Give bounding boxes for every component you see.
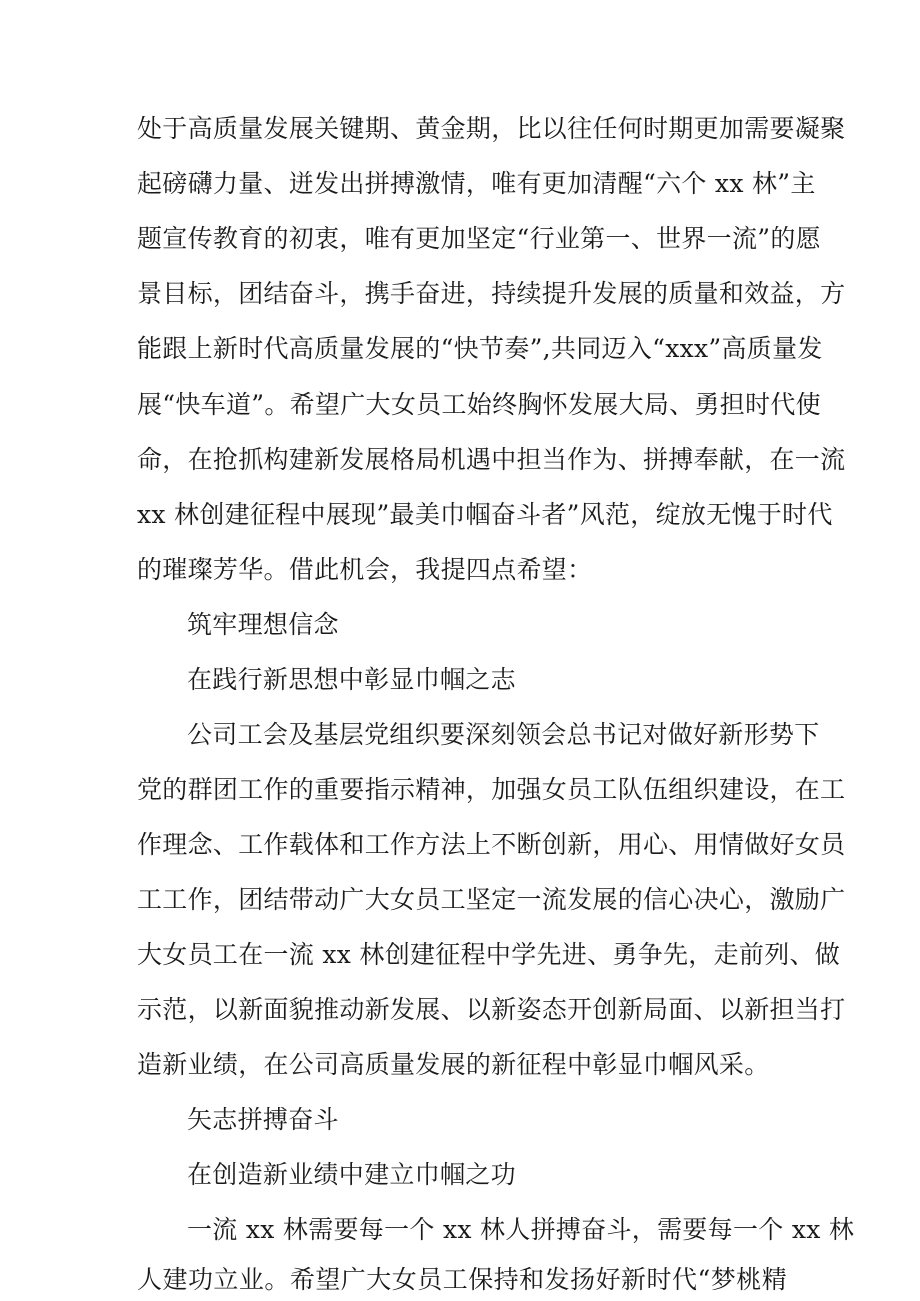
text-line: 景目标，团结奋斗，携手奋进，持续提升发展的质量和效益，方 xyxy=(137,279,846,308)
paragraph-first-line: 一流 xx 林需要每一个 xx 林人拼搏奋斗，需要每一个 xx 林 xyxy=(187,1215,855,1244)
text-line: 作理念、工作载体和工作方法上不断创新，用心、用情做好女员 xyxy=(137,830,846,859)
section-heading: 矢志拼搏奋斗 xyxy=(187,1105,339,1134)
text-line: 处于高质量发展关键期、黄金期，比以往任何时期更加需要凝聚 xyxy=(137,114,846,143)
section-heading: 筑牢理想信念 xyxy=(187,610,339,639)
text-line: 工工作，团结带动广大女员工坚定一流发展的信心决心，激励广 xyxy=(137,885,846,914)
text-line: 人建功立业。希望广大女员工保持和发扬好新时代“梦桃精 xyxy=(137,1265,787,1294)
text-line: 能跟上新时代高质量发展的“快节奏”,共同迈入“xxx”高质量发 xyxy=(137,334,823,363)
text-line: 的璀璨芳华。借此机会，我提四点希望： xyxy=(137,555,593,584)
text-line: 展“快车道”。希望广大女员工始终胸怀发展大局、勇担时代使 xyxy=(137,390,821,419)
text-line: 题宣传教育的初衷，唯有更加坚定“行业第一、世界一流”的愿 xyxy=(137,224,821,253)
paragraph-first-line: 公司工会及基层党组织要深刻领会总书记对做好新形势下 xyxy=(187,720,820,749)
text-line: xx 林创建征程中展现”最美巾帼奋斗者”风范，绽放无愧于时代 xyxy=(137,500,833,529)
text-line: 造新业绩，在公司高质量发展的新征程中彰显巾帼风采。 xyxy=(137,1050,770,1079)
text-line: 示范，以新面貌推动新发展、以新姿态开创新局面、以新担当打 xyxy=(137,995,846,1024)
section-subheading: 在践行新思想中彰显巾帼之志 xyxy=(187,665,516,694)
text-line: 命，在抢抓构建新发展格局机遇中担当作为、拼搏奉献，在一流 xyxy=(137,445,846,474)
text-line: 党的群团工作的重要指示精神，加强女员工队伍组织建设，在工 xyxy=(137,775,846,804)
section-subheading: 在创造新业绩中建立巾帼之功 xyxy=(187,1160,516,1189)
text-line: 大女员工在一流 xx 林创建征程中学先进、勇争先，走前列、做 xyxy=(137,940,841,969)
text-line: 起磅礴力量、迸发出拼搏激情，唯有更加清醒“六个 xx 林”主 xyxy=(137,169,816,198)
